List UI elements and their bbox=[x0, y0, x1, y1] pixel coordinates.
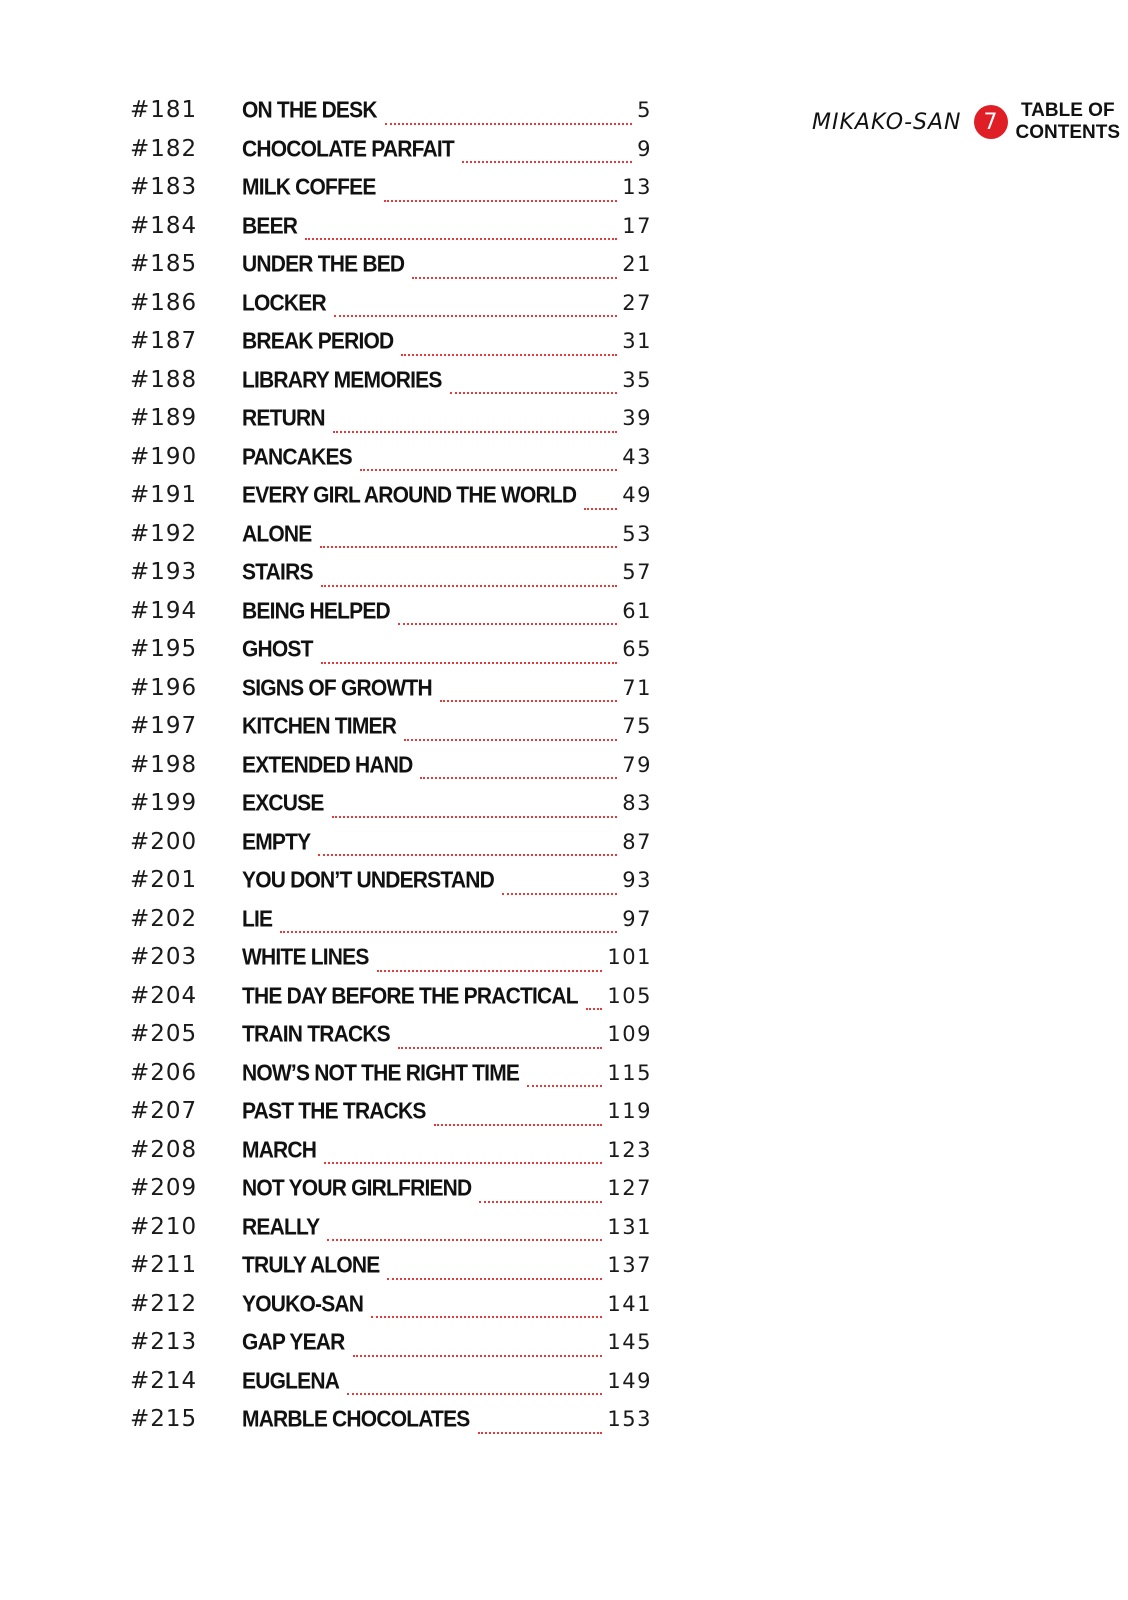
dot-leader bbox=[420, 777, 617, 779]
dot-leader bbox=[412, 277, 617, 279]
chapter-title: CHOCOLATE PARFAIT bbox=[242, 136, 454, 162]
page-number: 5 bbox=[637, 98, 652, 122]
dot-leader bbox=[387, 1278, 602, 1280]
chapter-title: ON THE DESK bbox=[242, 98, 377, 123]
toc-entry bbox=[130, 944, 652, 983]
toc-entry bbox=[130, 1060, 652, 1099]
chapter-title: MARBLE CHOCOLATES bbox=[242, 1407, 470, 1432]
toc-entry bbox=[130, 1406, 652, 1445]
dot-leader bbox=[398, 623, 617, 625]
dot-leader bbox=[320, 546, 618, 548]
dot-leader bbox=[371, 1316, 602, 1318]
chapter-title: KITCHEN TIMER bbox=[242, 714, 397, 739]
toc-entry bbox=[130, 1252, 652, 1291]
chapter-number: #200 bbox=[130, 828, 198, 855]
page-number: 57 bbox=[622, 560, 652, 584]
toc-entry bbox=[130, 174, 652, 213]
chapter-number: #201 bbox=[130, 867, 198, 893]
toc-entry bbox=[130, 1291, 652, 1330]
dot-leader bbox=[401, 354, 617, 356]
page-number: 115 bbox=[607, 1060, 652, 1085]
chapter-title: GAP YEAR bbox=[242, 1330, 345, 1355]
page-number: 83 bbox=[622, 791, 652, 815]
dot-leader bbox=[305, 238, 617, 240]
dot-leader bbox=[404, 739, 617, 741]
chapter-title: GHOST bbox=[242, 637, 313, 662]
chapter-number: #188 bbox=[130, 366, 198, 393]
page-number: 101 bbox=[607, 945, 652, 969]
chapter-title: RETURN bbox=[242, 406, 325, 431]
chapter-title: TRAIN TRACKS bbox=[242, 1022, 390, 1047]
toc-entry bbox=[130, 136, 652, 175]
toc-entry bbox=[130, 790, 652, 829]
chapter-title: BEER bbox=[242, 213, 298, 239]
toc-entry bbox=[130, 521, 652, 560]
toc-heading bbox=[1016, 100, 1121, 144]
toc-entry bbox=[130, 290, 652, 329]
dot-leader bbox=[321, 662, 618, 664]
toc-entry bbox=[130, 906, 652, 945]
toc-entry bbox=[130, 598, 652, 637]
chapter-number: #197 bbox=[130, 713, 198, 739]
dot-leader bbox=[398, 1047, 603, 1049]
page-number: 149 bbox=[607, 1368, 652, 1393]
toc-entry bbox=[130, 559, 652, 598]
chapter-number: #194 bbox=[130, 597, 198, 624]
chapter-title: PANCAKES bbox=[242, 444, 352, 470]
dot-leader bbox=[334, 315, 617, 317]
chapter-number: #193 bbox=[130, 559, 198, 585]
toc-entry bbox=[130, 1368, 652, 1407]
chapter-number: #183 bbox=[130, 174, 198, 200]
chapter-title: LIE bbox=[242, 906, 273, 932]
dot-leader bbox=[324, 1162, 602, 1164]
page-number: 31 bbox=[622, 329, 652, 353]
chapter-title: MARCH bbox=[242, 1137, 317, 1163]
toc-entry bbox=[130, 675, 652, 714]
page-number: 141 bbox=[607, 1291, 652, 1316]
chapter-number: #204 bbox=[130, 982, 198, 1009]
page-number: 39 bbox=[622, 406, 652, 430]
chapter-number: #181 bbox=[130, 97, 198, 123]
chapter-number: #202 bbox=[130, 905, 198, 932]
chapter-number: #209 bbox=[130, 1175, 198, 1201]
toc-entry bbox=[130, 752, 652, 791]
chapter-number: #196 bbox=[130, 674, 198, 701]
toc-entry bbox=[130, 482, 652, 521]
chapter-number: #206 bbox=[130, 1059, 198, 1086]
toc-list bbox=[130, 97, 652, 1445]
chapter-title: EMPTY bbox=[242, 829, 311, 855]
chapter-title: STAIRS bbox=[242, 560, 313, 585]
dot-leader bbox=[527, 1085, 602, 1087]
page-number: 9 bbox=[637, 136, 652, 161]
chapter-number: #203 bbox=[130, 944, 198, 970]
chapter-title: LIBRARY MEMORIES bbox=[242, 367, 442, 393]
chapter-title: SIGNS OF GROWTH bbox=[242, 675, 432, 701]
page-number: 27 bbox=[622, 290, 652, 315]
page-number: 79 bbox=[622, 752, 652, 777]
chapter-number: #186 bbox=[130, 289, 198, 316]
dot-leader bbox=[327, 1239, 602, 1241]
chapter-number: #210 bbox=[130, 1213, 198, 1240]
toc-entry bbox=[130, 636, 652, 675]
dot-leader bbox=[347, 1393, 602, 1395]
toc-entry bbox=[130, 983, 652, 1022]
dot-leader bbox=[333, 431, 618, 433]
page-number: 61 bbox=[622, 598, 652, 623]
chapter-title: LOCKER bbox=[242, 290, 326, 316]
chapter-title: YOUKO-SAN bbox=[242, 1291, 364, 1317]
chapter-title: NOT YOUR GIRLFRIEND bbox=[242, 1176, 472, 1201]
dot-leader bbox=[384, 200, 618, 202]
dot-leader bbox=[353, 1355, 603, 1357]
toc-entry bbox=[130, 367, 652, 406]
toc-entry bbox=[130, 1175, 652, 1214]
dot-leader bbox=[434, 1124, 603, 1126]
dot-leader bbox=[450, 392, 618, 394]
chapter-title: EXCUSE bbox=[242, 791, 324, 816]
chapter-number: #214 bbox=[130, 1367, 198, 1394]
dot-leader bbox=[377, 970, 603, 972]
toc-heading-line1: TABLE OF bbox=[1020, 100, 1115, 121]
page-number: 119 bbox=[607, 1099, 652, 1123]
dot-leader bbox=[332, 816, 618, 818]
chapter-number: #211 bbox=[130, 1252, 198, 1278]
chapter-number: #185 bbox=[130, 251, 198, 277]
page-number: 127 bbox=[607, 1176, 652, 1200]
page-number: 137 bbox=[607, 1253, 652, 1277]
dot-leader bbox=[360, 469, 617, 471]
chapter-title: MILK COFFEE bbox=[242, 175, 376, 200]
chapter-number: #191 bbox=[130, 482, 198, 508]
page-number: 93 bbox=[622, 868, 652, 892]
chapter-title: TRULY ALONE bbox=[242, 1253, 380, 1278]
toc-entry bbox=[130, 444, 652, 483]
chapter-title: NOW’S NOT THE RIGHT TIME bbox=[242, 1060, 520, 1086]
toc-entry bbox=[130, 405, 652, 444]
dot-leader bbox=[385, 123, 632, 125]
page-number: 53 bbox=[622, 521, 652, 546]
dot-leader bbox=[478, 1432, 603, 1434]
page-number: 123 bbox=[607, 1137, 652, 1162]
page-number: 97 bbox=[622, 906, 652, 931]
toc-entry bbox=[130, 713, 652, 752]
chapter-title: WHITE LINES bbox=[242, 945, 369, 970]
page-number: 21 bbox=[622, 252, 652, 276]
chapter-number: #184 bbox=[130, 212, 198, 239]
dot-leader bbox=[440, 700, 617, 702]
toc-header bbox=[812, 100, 1120, 144]
chapter-number: #195 bbox=[130, 636, 198, 662]
page-number: 13 bbox=[622, 175, 652, 199]
dot-leader bbox=[462, 161, 632, 163]
toc-entry bbox=[130, 213, 652, 252]
dot-leader bbox=[502, 893, 617, 895]
page-number: 153 bbox=[607, 1407, 652, 1431]
toc-entry bbox=[130, 328, 652, 367]
page-number: 75 bbox=[622, 714, 652, 738]
chapter-title: UNDER THE BED bbox=[242, 252, 405, 277]
page-number: 131 bbox=[607, 1214, 652, 1239]
chapter-title: THE DAY BEFORE THE PRACTICAL bbox=[242, 983, 578, 1009]
page-number: 87 bbox=[622, 829, 652, 854]
page-number: 65 bbox=[622, 637, 652, 661]
chapter-number: #192 bbox=[130, 520, 198, 547]
dot-leader bbox=[586, 1008, 603, 1010]
toc-entry bbox=[130, 867, 652, 906]
series-title: MIKAKO-SAN bbox=[812, 109, 962, 135]
dot-leader bbox=[280, 931, 617, 933]
chapter-title: EUGLENA bbox=[242, 1368, 340, 1394]
toc-entry bbox=[130, 1021, 652, 1060]
chapter-number: #205 bbox=[130, 1021, 198, 1047]
page-number: 105 bbox=[607, 983, 652, 1008]
chapter-number: #215 bbox=[130, 1406, 198, 1432]
chapter-title: EXTENDED HAND bbox=[242, 752, 413, 778]
chapter-number: #189 bbox=[130, 405, 198, 431]
chapter-title: BEING HELPED bbox=[242, 598, 390, 624]
page-number: 145 bbox=[607, 1330, 652, 1354]
chapter-number: #182 bbox=[130, 135, 198, 162]
chapter-title: ALONE bbox=[242, 521, 312, 547]
dot-leader bbox=[479, 1201, 602, 1203]
chapter-number: #208 bbox=[130, 1136, 198, 1163]
toc-entry bbox=[130, 251, 652, 290]
page-number: 49 bbox=[622, 483, 652, 507]
chapter-number: #212 bbox=[130, 1290, 198, 1317]
toc-entry bbox=[130, 97, 652, 136]
page-number: 43 bbox=[622, 444, 652, 469]
dot-leader bbox=[584, 508, 617, 510]
toc-heading-line2: CONTENTS bbox=[1015, 122, 1121, 143]
chapter-title: BREAK PERIOD bbox=[242, 329, 394, 354]
chapter-number: #199 bbox=[130, 790, 198, 816]
chapter-number: #213 bbox=[130, 1329, 198, 1355]
chapter-title: REALLY bbox=[242, 1214, 320, 1240]
chapter-number: #190 bbox=[130, 443, 198, 470]
dot-leader bbox=[318, 854, 617, 856]
toc-entry bbox=[130, 1214, 652, 1253]
dot-leader bbox=[321, 585, 618, 587]
toc-entry bbox=[130, 1137, 652, 1176]
chapter-title: YOU DON’T UNDERSTAND bbox=[242, 868, 494, 893]
page-number: 71 bbox=[622, 675, 652, 700]
chapter-title: PAST THE TRACKS bbox=[242, 1099, 426, 1124]
volume-badge: 7 bbox=[974, 105, 1008, 139]
chapter-number: #187 bbox=[130, 328, 198, 354]
page-number: 35 bbox=[622, 367, 652, 392]
toc-entry bbox=[130, 1329, 652, 1368]
toc-entry bbox=[130, 829, 652, 868]
chapter-number: #198 bbox=[130, 751, 198, 778]
page-number: 109 bbox=[607, 1022, 652, 1046]
chapter-number: #207 bbox=[130, 1098, 198, 1124]
toc-entry bbox=[130, 1098, 652, 1137]
page-number: 17 bbox=[622, 213, 652, 238]
chapter-title: EVERY GIRL AROUND THE WORLD bbox=[242, 483, 577, 508]
